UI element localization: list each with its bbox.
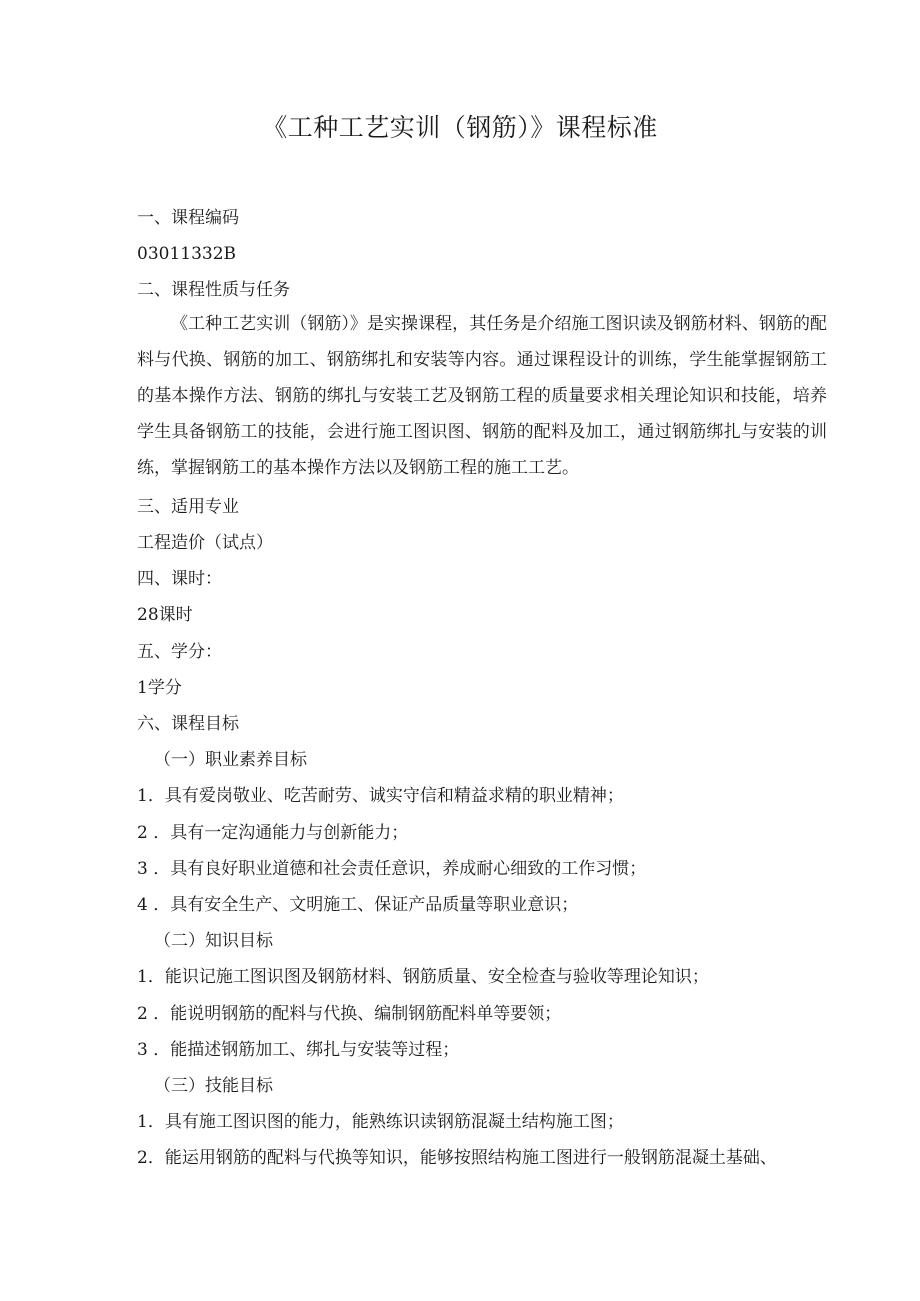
list-item: 3 ．能描述钢筋加工、绑扎与安装等过程； — [137, 1040, 460, 1060]
section-heading-goals: 六、课程目标 — [137, 714, 239, 734]
course-code-value: 03011332B — [137, 244, 237, 264]
credit-value: 1学分 — [137, 678, 182, 698]
list-item: 1．具有施工图识图的能力，能熟练识读钢筋混凝土结构施工图； — [137, 1112, 624, 1132]
section-heading-hours: 四、课时： — [137, 569, 222, 589]
section-heading-nature: 二、课程性质与任务 — [137, 280, 290, 300]
list-item: 2 ．具有一定沟通能力与创新能力； — [137, 823, 409, 843]
major-value: 工程造价（试点） — [137, 533, 273, 553]
course-nature-paragraph: 《工种工艺实训（钢筋）》是实操课程，其任务是介绍施工图识读及钢筋材料、钢筋的配料与代换、钢筋的加工、钢筋绑扎和安装等内容。通过课程设计的训练，学生能掌握钢筋工的基本操作方法、钢筋的绑扎与安装工艺及钢筋工程的质量要求相关理论知识和技能，培养学生具备钢筋工的技能，会进行施工图识图、钢筋的配料及加工，通过钢筋绑扎与安装的训练，掌握钢筋工的基本操作方法以及钢筋工程的施工工艺。 — [137, 314, 827, 478]
list-item: 1．具有爱岗敬业、吃苦耐劳、诚实守信和精益求精的职业精神； — [137, 786, 624, 806]
list-item: 4 ．具有安全生产、文明施工、保证产品质量等职业意识； — [137, 895, 579, 915]
section-heading-credit: 五、学分： — [137, 642, 222, 662]
subheading-skill-goals: （三）技能目标 — [154, 1076, 273, 1096]
hours-value: 28课时 — [137, 605, 193, 625]
document-title: 《工种工艺实训（钢筋）》课程标准 — [262, 113, 658, 142]
section-heading-course-code: 一、课程编码 — [137, 208, 239, 228]
list-item: 3 ．具有良好职业道德和社会责任意识，养成耐心细致的工作习惯； — [137, 859, 647, 879]
section-heading-major: 三、适用专业 — [137, 497, 239, 517]
subheading-professional-goals: （一）职业素养目标 — [154, 750, 307, 770]
list-item: 1．能识记施工图识图及钢筋材料、钢筋质量、安全检查与验收等理论知识； — [137, 967, 709, 987]
subheading-knowledge-goals: （二）知识目标 — [154, 931, 273, 951]
list-item: 2 ．能说明钢筋的配料与代换、编制钢筋配料单等要领； — [137, 1004, 562, 1024]
list-item: 2．能运用钢筋的配料与代换等知识，能够按照结构施工图进行一般钢筋混凝土基础、 — [137, 1148, 777, 1168]
